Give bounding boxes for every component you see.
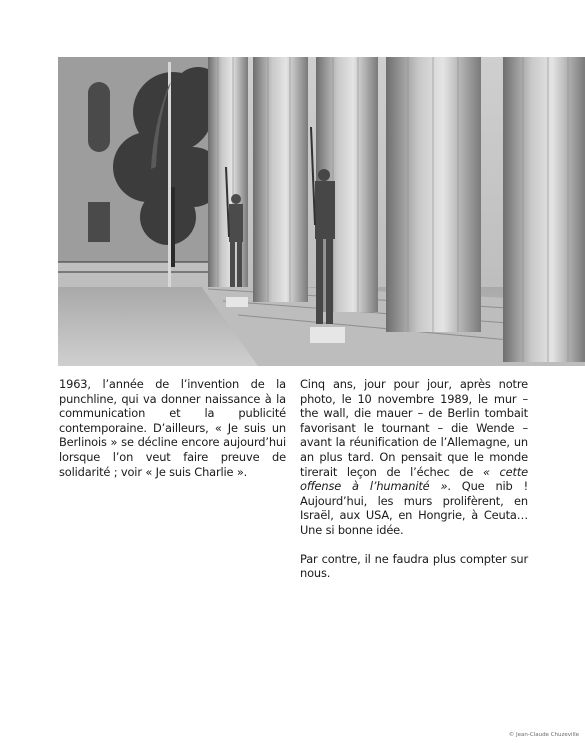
right-p1-start: Cinq ans, jour pour jour, après notre photo, le 10 novembre 1989, le mur – the wall, die mauer – de Berlin tombait favorisant le tournant – die Wende – avant la réunification de l’Allemagne, un an plus tard. On pensait que le monde tirerait leçon de l’échec de: [300, 377, 528, 479]
right-column: [300, 377, 528, 595]
photo-credit: © Jean-Claude Chuzeville: [508, 732, 579, 738]
photo-guards-columns: [58, 57, 585, 366]
left-paragraph: 1963, l’année de l’invention de la punchline, qui va donner naissance à la communication et la publicité contemporaine. D’ailleurs, « Je suis un Berlinois » se décline encore aujourd’hui lorsque l’on veut faire preuve de solidarité ; voir « Je suis Charlie ».: [59, 377, 286, 479]
right-paragraph-2: Par contre, il ne faudra plus compter sur nous.: [300, 551, 528, 581]
right-paragraph-1: [300, 377, 528, 538]
right-p1-quote: « cette offense à l’humanité »: [300, 464, 529, 494]
right-p1-end: . Que nib ! Aujourd’hui, les murs prolifèrent, en Israël, aux USA, en Hongrie, à Ceuta… Une si bonne idée.: [300, 479, 528, 537]
left-column: [59, 377, 286, 493]
